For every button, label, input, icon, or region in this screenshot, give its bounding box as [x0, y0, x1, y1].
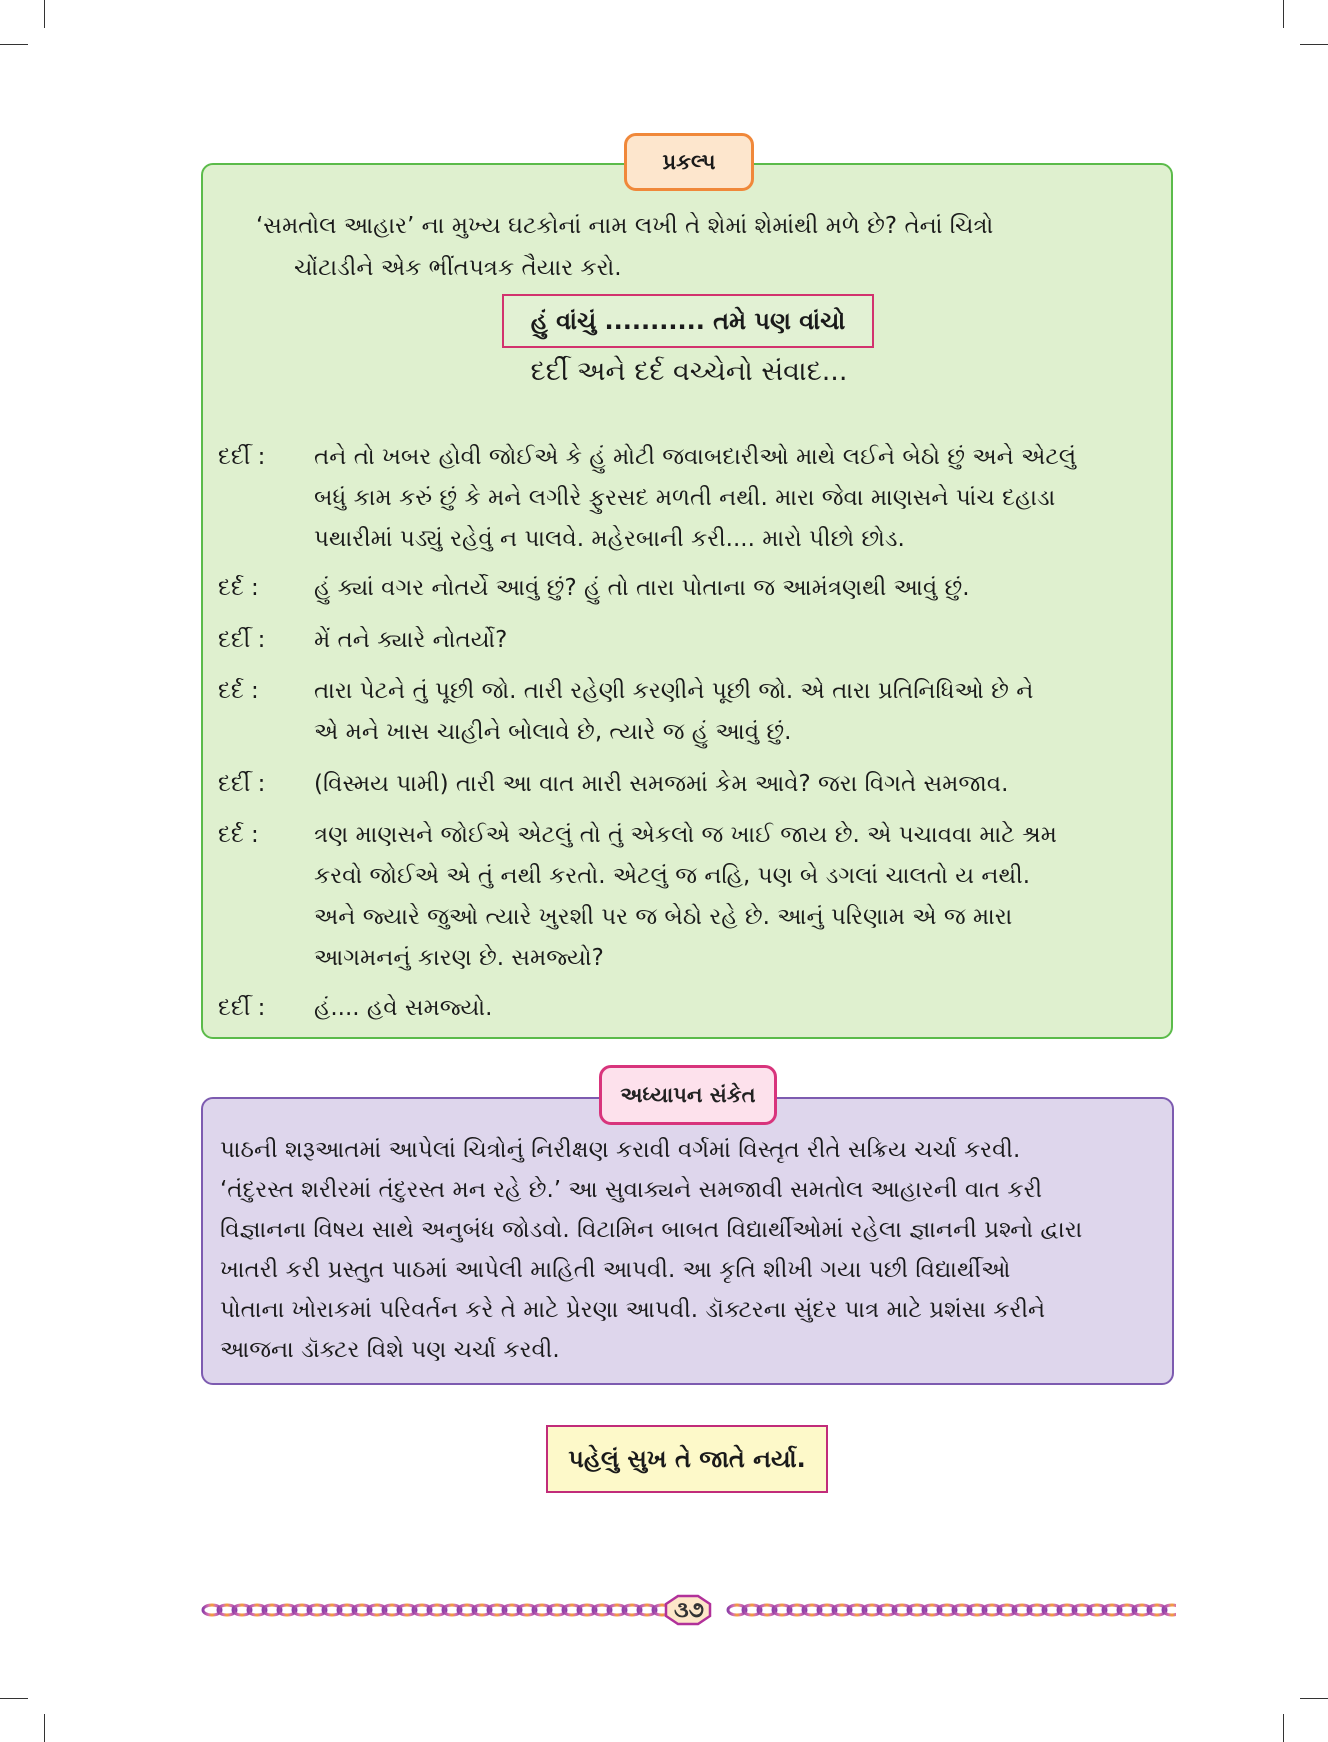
dialogue-line: ત્રણ માણસને જોઈએ એટલું તો તું એકલો જ ખાઈ જાય છે. એ પચાવવા માટે શ્રમ: [314, 822, 1057, 848]
dialogue-line: અને જ્યારે જુઓ ત્યારે ખુરશી પર જ બેઠો રહે છે. આનું પરિણામ એ જ મારા: [314, 904, 1013, 930]
speaker-label: દર્દ :: [218, 575, 259, 601]
dialogue-line: તારા પેટને તું પૂછી જો. તારી રહેણી કરણીને પૂછી જો. એ તારા પ્રતિનિધિઓ છે ને: [314, 678, 1034, 704]
dialogue-text: [314, 815, 1157, 979]
speaker-label: દર્દ :: [218, 678, 259, 704]
proverb-box: પહેલું સુખ તે જાતે નર્યા.: [546, 1425, 828, 1493]
teaching-line: પાઠની શરૂઆતમાં આપેલાં ચિત્રોનું નિરીક્ષણ કરાવી વર્ગમાં વિસ્તૃત રીતે સક્રિય ચર્ચા કરવી.: [220, 1137, 1021, 1163]
dialogue-line: હં.... હવે સમજ્યો.: [314, 995, 493, 1021]
dialogue-text: [314, 620, 1157, 661]
dialogue-text: [314, 988, 1157, 1029]
dialogue-line: મેં તને ક્યારે નોતર્યો?: [314, 627, 508, 653]
project-instruction: [256, 205, 1156, 289]
teaching-label: અધ્યાપન સંકેત: [599, 1065, 777, 1125]
dialogue-entry: [218, 764, 1158, 805]
dialogue-title: દર્દી અને દર્દ વચ્ચેનો સંવાદ...: [530, 356, 848, 387]
dialogue-text: [314, 764, 1157, 805]
instruction-line: ‘સમતોલ આહાર’ ના મુખ્ય ઘટકોનાં નામ લખી તે શેમાં શેમાંથી મળે છે? તેનાં ચિત્રો: [256, 213, 994, 239]
dialogue-entry: [218, 437, 1158, 560]
teaching-line: ‘તંદુરસ્ત શરીરમાં તંદુરસ્ત મન રહે છે.’ આ સુવાક્યને સમજાવી સમતોલ આહારની વાત કરી: [220, 1177, 1043, 1203]
dialogue-line: બધું કામ કરું છું કે મને લગીરે ફુરસદ મળતી નથી. મારા જેવા માણસને પાંચ દહાડા: [314, 485, 1056, 511]
dialogue-text: [314, 568, 1157, 609]
dialogue-line: તને તો ખબર હોવી જોઈએ કે હું મોટી જવાબદારીઓ માથે લઈને બેઠો છું અને એટલું: [314, 444, 1077, 470]
crop-mark: [0, 1698, 28, 1699]
crop-mark: [1300, 44, 1328, 45]
teaching-line: ખાતરી કરી પ્રસ્તુત પાઠમાં આપેલી માહિતી આપવી. આ કૃતિ શીખી ગયા પછી વિદ્યાર્થીઓ: [220, 1257, 1011, 1283]
teaching-line: આજના ડૉક્ટર વિશે પણ ચર્ચા કરવી.: [220, 1337, 560, 1363]
crop-mark: [1300, 1698, 1328, 1699]
crop-mark: [0, 44, 28, 45]
dialogue-entry: [218, 568, 1158, 609]
page-number: ૩૭: [674, 1597, 704, 1623]
dialogue-line: (વિસ્મય પામી) તારી આ વાત મારી સમજમાં કેમ આવે? જરા વિગતે સમજાવ.: [314, 771, 1009, 797]
dialogue-text: [314, 671, 1157, 753]
dialogue-line: એ મને ખાસ ચાહીને બોલાવે છે, ત્યારે જ હું આવું છું.: [314, 719, 792, 745]
crop-mark: [1283, 1714, 1284, 1742]
crop-mark: [1283, 0, 1284, 28]
dialogue-entry: [218, 815, 1158, 979]
crop-mark: [44, 1714, 45, 1742]
teaching-line: વિજ્ઞાનના વિષય સાથે અનુબંધ જોડવો. વિટામિન બાબત વિદ્યાર્થીઓમાં રહેલા જ્ઞાનની પ્રશ્નો દ્વારા: [220, 1217, 1083, 1243]
dialogue-line: હું ક્યાં વગર નોતર્યે આવું છું? હું તો તારા પોતાના જ આમંત્રણથી આવું છું.: [314, 575, 970, 601]
crop-mark: [44, 0, 45, 28]
speaker-label: દર્દ :: [218, 822, 259, 848]
dialogue-line: આગમનનું કારણ છે. સમજ્યો?: [314, 945, 604, 971]
dialogue-line: કરવો જોઈએ એ તું નથી કરતો. એટલું જ નહિ, પણ બે ડગલાં ચાલતો ય નથી.: [314, 863, 1031, 889]
teaching-text: [220, 1130, 1160, 1370]
instruction-line: ચોંટાડીને એક ભીંતપત્રક તૈયાર કરો.: [294, 255, 622, 281]
speaker-label: દર્દી :: [218, 995, 266, 1021]
dialogue-entry: [218, 671, 1158, 753]
speaker-label: દર્દી :: [218, 771, 266, 797]
dialogue-entry: [218, 988, 1158, 1029]
dialogue-line: પથારીમાં પડ્યું રહેવું ન પાલવે. મહેરબાની કરી.... મારો પીછો છોડ.: [314, 526, 905, 552]
speaker-label: દર્દી :: [218, 444, 266, 470]
project-label: પ્રકલ્પ: [624, 133, 754, 191]
speaker-label: દર્દી :: [218, 627, 266, 653]
teaching-line: પોતાના ખોરાકમાં પરિવર્તન કરે તે માટે પ્રેરણા આપવી. ડૉક્ટરના સુંદર પાત્ર માટે પ્રશંસા કરીને: [220, 1297, 1046, 1323]
dialogue-entry: [218, 620, 1158, 661]
read-label: હું વાંચું ........... તમે પણ વાંચો: [502, 294, 874, 348]
dialogue-text: [314, 437, 1157, 560]
